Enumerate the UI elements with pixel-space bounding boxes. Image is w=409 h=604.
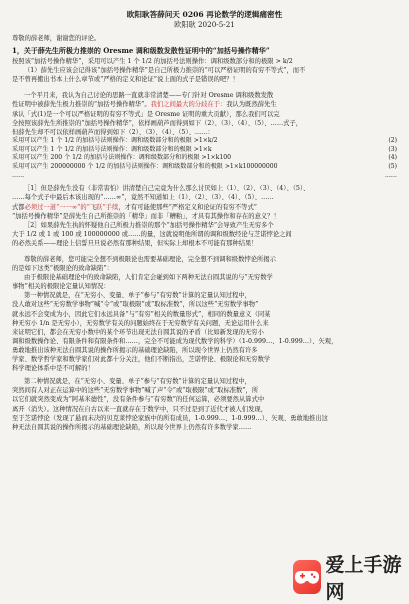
paragraph-line: 的是如下这类“极限论的致命缺陷”： <box>12 265 113 273</box>
formula-row: 采用可以产生 1 个 1/2 的加括号法则操作：调和级数部分和的极限 >1×k (3) <box>12 145 397 153</box>
paragraph-line: 第一种情况就是，在“无穷小、变量、单子”参与“有穷数”计算的定量认知过程中， <box>24 292 251 300</box>
paragraph-line: 离开（消失）。这种情况在自古以来一直就存在于数学中，只不过是到了近代才被人们发现， <box>12 405 268 413</box>
paragraph-line: 但薛先生却不可以依样画葫芦而得到如下（2）、（3）、（4）、（5）、……： <box>12 128 214 136</box>
paragraph-line: 由于极限论基础理论中的致命缺陷，人们肯定会碰到如下两种无法自圆其说的与“无穷数学 <box>24 274 273 282</box>
paragraph-line: 一个平月来，我认为自己讨论的思路一直就非常清楚——专门针对 Oresme 调和级数发散 <box>24 92 274 100</box>
paragraph-line: 种无法自圆其说的操作所揭示的基础理论缺陷，所以现今世界上仍然有许多数学家…… <box>12 423 252 431</box>
highlight-text: 我们之间最大的分歧在于： <box>150 101 227 109</box>
paragraph-line: 突然间有人对正在运算中的这些“无穷数学事物”喊了声“令”或“取极限”或“取标准数”，所 <box>12 387 259 395</box>
formula-row: 采用可以产生 1 个 1/2 的加括号法则操作：调和级数部分和的极限 >1×k/2 (2) <box>12 136 397 144</box>
paragraph-line: ……每个式子中最后本该出现的“……∞”，竟然不知道如上（1）、（2）、（3）、（4）、（5）、…… <box>12 194 274 202</box>
paragraph-line: 性证明中被薛先生极力推崇的“加括号操作精华”。我们之间最大的分歧在于：我认为既然薛先生 <box>12 101 277 109</box>
paragraph-line: 大于 1/2 或 1 或 100 或 100000000 或……的量，这就说明他所谓的调和级数经论与芝诺悖论之间 <box>12 230 292 238</box>
formula-row: 采用可以产生 200 个 1/2 的加括号法则操作：调和级数部分和的极限 >1×k100 (4) <box>12 154 397 162</box>
document-byline: 欧阳耿 2020-5-21 <box>174 20 235 29</box>
paragraph-line: 全按照该薛先生所推崇的“加括号操作精华”，依样画葫芦而得到如下（2）、（3）、（4）、（5）、……式子， <box>12 119 303 127</box>
watermark-label: 爱上手游网 <box>325 554 402 603</box>
paragraph-line: ［2］如果薛先生执的怀疑他自己所极力推崇的那个“加括号操作精华”会导致产生无穷多个 <box>24 221 274 229</box>
paragraph-line: “加括号操作精华”是薛先生自己所推崇的「精华」而非「糟粕」，才具有其操作和存在的意义？！ <box>12 212 280 220</box>
document-title: 欧阳耿答薛问天 0206 再论数学的逻辑痛密性 <box>126 10 283 19</box>
paragraph-line: 科学理论体系中是不可解的！ <box>12 365 94 373</box>
paragraph-line: 事物”相关的极限论定量认知情况： <box>12 283 110 291</box>
highlight-text: 必须过一道“一一∞”的“飞跃”手续 <box>24 203 119 211</box>
paragraph-line: 没人敢对这些“无穷数学事物”喊“令”或“取极限”或“取标准数”，所以这些“无穷数学事物” <box>12 301 259 309</box>
paragraph-line: 至于芝诺悖论（发现了悬而未决的贝克莱悖论家族中的所有成员，1-0.999…、1-0.999…）、矢观、勇敢地推出这 <box>12 414 328 422</box>
paragraph-line: 第二种情况就是，在“无穷小、变量、单子”参与“有穷数”计算的定量认知过程中， <box>24 378 251 386</box>
paragraph-line: 就永远不会变成为小，因此它们永远具备“与“有穷”相关的数量形式”，相同的数量意义（同某 <box>12 310 271 318</box>
paragraph-line: 种无穷小 1/n 是无穷小），无穷数学有关的问题始终在于无穷数学有关问题，无论运用什么来 <box>12 319 269 327</box>
site-watermark <box>293 554 405 603</box>
paragraph-line: 以它们就突然变成为“阿基米德性”，没有条件参与“有穷数”的任何运算，必须要然从算式中 <box>12 396 265 404</box>
section-1-line: 是不曾再搬出书本上什么章节或“严格的定义和论证”说上面的式子是错误的吧？！ <box>12 76 239 84</box>
section-1-heading: 1，关于薛先生所极力推崇的 Oresme 调和级数发散性证明中的“加括号操作精华” <box>12 46 270 56</box>
gamepad-logo-icon <box>293 560 321 594</box>
paragraph-line: 调和级数操作论、有限条件和有限条件和……，完全不可能成为现代数学的科学）（1-0.999…、1-0.999…）、矢观， <box>12 337 338 345</box>
paragraph-line: 尊敬的薛老师，您可能完全想不到极限论也需要基础理论，完全想不到调和级数悖论所揭示 <box>24 256 276 264</box>
paragraph-line: ［1］但是薛先生没有（非常害怕）讲清楚自己完竟为什么那么讨厌如上（1）、（2）、（3）、（4）、（5）、 <box>24 185 310 193</box>
section-1-line: （1）薛先生应该会记得该“加括号操作精华”是自己所极力推崇的“可以严格证明的有穷不等式”，而不 <box>24 67 306 75</box>
paragraph-line: 勇敢地推出该种无法自圆其说的操作所揭示的基础理论缺陷，所以现今世界上仍然有许多 <box>12 346 258 354</box>
formula-row: 采用可以产生 200000000 个 1/2 的加括号法则操作：调和级数部分和的极限 >1×k100000000 (5) <box>12 162 397 170</box>
paragraph-line: 式都必须过一道“一一∞”的“飞跃”手续，才有可能使那些“严格定义和论证的有穷不等式” <box>12 203 257 211</box>
greeting: 尊敬的薛老师，谢谢您的评论。 <box>12 35 101 42</box>
section-1-line: 按照该“加括号操作精华”，采用可以产生 1 个 1/2 的加括号法则操作：调和级数部分和的极限 > k/2 <box>12 58 293 66</box>
paragraph-line: 的必然关系——理论上信誓旦旦说必然有那种结果，但实际上却根本不可能有那种结果！ <box>12 239 258 247</box>
paragraph-line: 学家、数学哲学家和数学家们对此都十分关注，他们不断指出，芝诺悖论、极限论和无穷数学 <box>12 356 271 364</box>
formula-row: …… …… <box>12 171 397 179</box>
paragraph-line: 来证明它们，都会在无穷小数中的某个环节出现无法自圆其说的矛盾（比如新发现的无穷小 <box>12 328 264 336</box>
document-header <box>12 10 397 30</box>
paragraph-line: 承认「式(1)是一个可以严格证明的有穷不等式」是 Oresme 证明的重大贡献），那么我们可以完 <box>12 110 280 118</box>
